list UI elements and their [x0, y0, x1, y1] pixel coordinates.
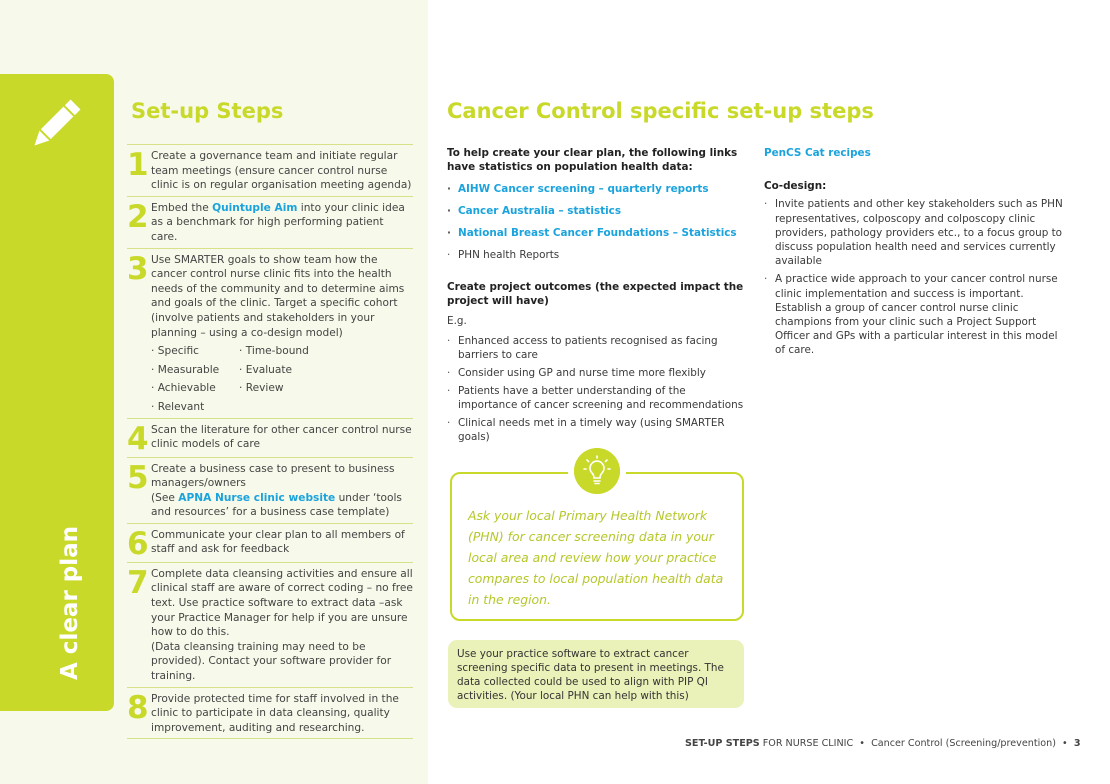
- lightbulb-icon: [574, 448, 620, 494]
- stats-links-list: [447, 182, 747, 262]
- step-text: Scan the literature for other cancer control nurse clinic models of care: [151, 423, 412, 451]
- step-1: [127, 144, 413, 196]
- step-number: 3: [127, 250, 149, 287]
- outcome-item: · Clinical needs met in a timely way (using SMARTER goals): [447, 416, 747, 444]
- tip-text: Ask your local Primary Health Network (PHN) for cancer screening data in your local area and review how your practice compares to local population health data in the region.: [468, 508, 724, 607]
- step-number: 4: [127, 420, 149, 457]
- outcome-item: · Enhanced access to patients recognised as facing barriers to care: [447, 334, 747, 362]
- step-5: [127, 457, 413, 523]
- step-number: 7: [127, 564, 149, 601]
- outcome-item: · Patients have a better understanding of the importance of cancer screening and recommendations: [447, 384, 747, 412]
- outcomes-heading: Create project outcomes (the expected impact the project will have): [447, 281, 744, 307]
- step-text: Communicate your clear plan to all members of staff and ask for feedback: [151, 528, 405, 556]
- step-text: Provide protected time for staff involved in the clinic to participate in data cleansing, quality improvement, auditing and researching.: [151, 692, 399, 734]
- smarter-item: · Measurable: [151, 363, 239, 378]
- cancer-australia-link[interactable]: · Cancer Australia – statistics: [447, 204, 747, 218]
- footer-title: SET-UP STEPS: [685, 738, 760, 749]
- smarter-item: · Review: [239, 381, 359, 396]
- step-7: [127, 562, 413, 687]
- page-number: 3: [1073, 738, 1081, 749]
- side-tab-label: A clear plan: [57, 525, 83, 680]
- smarter-item: · Evaluate: [239, 363, 359, 378]
- setup-steps-title: Set-up Steps: [131, 99, 284, 123]
- codesign-heading: Co-design:: [764, 180, 827, 193]
- note-box: Use your practice software to extract cancer screening specific data to present in meetings. The data collected could be used to align with PIP QI activities. (Your local PHN can help with this): [448, 640, 744, 708]
- pencil-icon: [26, 96, 84, 154]
- step-4: [127, 418, 413, 457]
- intro-text: To help create your clear plan, the following links have statistics on population health data:: [447, 147, 738, 173]
- eg-label: E.g.: [447, 315, 467, 327]
- apna-website-link[interactable]: APNA Nurse clinic website: [178, 491, 336, 504]
- step-number: 1: [127, 147, 149, 183]
- step-number: 5: [127, 459, 149, 496]
- steps-list: [127, 144, 413, 739]
- step-text: Complete data cleansing activities and ensure all clinical staff are aware of correct coding – no free text. Use practice software to extract data –ask your Practice Manager for help if you are unsure how to do this. (Data cleansing training may need to be provided). Contact your software provider for training.: [151, 567, 413, 683]
- step-3: [127, 248, 413, 418]
- footer-subtitle: FOR NURSE CLINIC: [759, 738, 854, 749]
- smarter-item: · Specific: [151, 344, 239, 359]
- step-6: [127, 523, 413, 562]
- step-text: Embed the Quintuple Aim into your clinic idea as a benchmark for high performing patient care.: [151, 201, 405, 243]
- smarter-item: · Time-bound: [239, 344, 359, 359]
- aihw-link[interactable]: · AIHW Cancer screening – quarterly reports: [447, 182, 747, 196]
- smarter-item: · Relevant: [151, 400, 239, 415]
- codesign-list: [764, 197, 1064, 357]
- step-text: Use SMARTER goals to show team how the cancer control nurse clinic fits into the health needs of the community and to determine aims and goals of the clinic. Target a specific cohort (involve patients and stakeholders in your planning – using a co-design model) · Specific · Time-bound · Measurable · Evaluate · Achievable · Review · Relevant: [151, 253, 413, 415]
- footer-separator: •: [859, 738, 865, 749]
- step-number: 2: [127, 198, 149, 235]
- phn-reports-item: · PHN health Reports: [447, 248, 747, 262]
- quintuple-aim-link[interactable]: Quintuple Aim: [212, 201, 298, 214]
- page-footer: [685, 738, 1081, 749]
- pencs-link[interactable]: PenCS Cat recipes: [764, 147, 871, 159]
- step-number: 8: [127, 689, 149, 726]
- step-text: Create a business case to present to business managers/owners (See APNA Nurse clinic website under ‘tools and resources’ for a business case template): [151, 462, 402, 519]
- codesign-column: [764, 146, 1064, 358]
- outcomes-list: [447, 334, 747, 444]
- outcome-item: · Consider using GP and nurse time more flexibly: [447, 366, 747, 380]
- footer-separator: •: [1062, 738, 1068, 749]
- step-8: [127, 687, 413, 740]
- codesign-item: · Invite patients and other key stakeholders such as PHN representatives, colposcopy and colposcopy clinic providers, pathology providers etc., to a focus group to discuss population health need and services currently available: [764, 197, 1064, 268]
- footer-section: Cancer Control (Screening/prevention): [871, 738, 1056, 749]
- cancer-control-title: Cancer Control specific set-up steps: [447, 99, 874, 123]
- smarter-list: [151, 344, 413, 414]
- links-column: [447, 146, 747, 444]
- step-2: [127, 196, 413, 248]
- step-text: Create a governance team and initiate regular team meetings (ensure cancer control nurse clinic is on regular organisation meeting agenda): [151, 150, 412, 192]
- nbcf-link[interactable]: · National Breast Cancer Foundations – Statistics: [447, 226, 747, 240]
- codesign-item: · A practice wide approach to your cancer control nurse clinic implementation and success is important. Establish a group of cancer control nurse clinic champions from your clinic such a Project Support Officer and GPs with a particular interest in this model of care.: [764, 272, 1064, 357]
- smarter-item: · Achievable: [151, 381, 239, 396]
- step-number: 6: [127, 525, 149, 562]
